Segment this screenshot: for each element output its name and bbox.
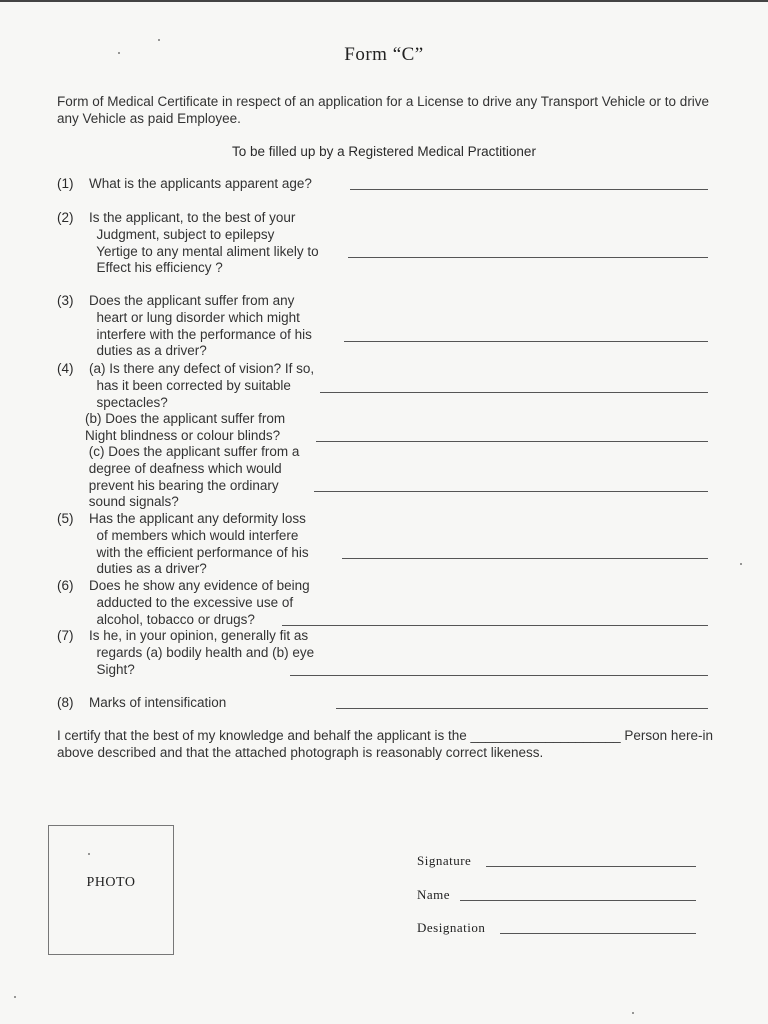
question-text: (b) Does the applicant suffer from Night blindness or colour blinds? (85, 411, 286, 443)
question-number: (7) (57, 628, 74, 643)
form-intro: Form of Medical Certificate in respect of an application for a License to drive any Transport Vehicle or to drive any Vehicle as paid Employee. (57, 94, 710, 126)
question-number: (2) (57, 210, 74, 225)
page-top-edge (0, 0, 768, 2)
question-text: Is he, in your opinion, generally fit as regards (a) bodily health and (b) eye Sight? (89, 628, 315, 677)
answer-line-epilepsy[interactable] (348, 257, 708, 258)
answer-line-vision[interactable] (320, 392, 708, 393)
question-text: Does the applicant suffer from any heart or lung disorder which might interfere with the performance of his duties as a driver? (89, 293, 312, 359)
photo-label: PHOTO (86, 875, 136, 890)
certification-text: I certify that the best of my knowledge and behalf the applicant is the ____________________ Person here-in above described and that the attached photograph is reasonably correct likeness. (57, 728, 713, 760)
answer-line-fitness[interactable] (290, 675, 708, 676)
question-number: (3) (57, 293, 74, 308)
answer-line-addiction[interactable] (282, 625, 708, 626)
scan-speck (118, 52, 120, 54)
form-title: Form “C” (344, 44, 424, 65)
answer-line-deafness[interactable] (314, 491, 708, 492)
question-number: (5) (57, 511, 74, 526)
question-text: Has the applicant any deformity loss of members which would interfere with the efficient performance of his duties as a driver? (89, 511, 309, 577)
designation-label: Designation (417, 920, 486, 935)
name-label: Name (417, 887, 451, 902)
name-line[interactable] (460, 900, 696, 901)
answer-line-age[interactable] (350, 189, 708, 190)
scan-speck (158, 39, 160, 41)
question-number: (6) (57, 578, 74, 593)
scan-speck (88, 853, 90, 855)
scan-speck (14, 996, 16, 998)
scan-speck (632, 1012, 634, 1014)
signature-line[interactable] (486, 866, 696, 867)
question-text: Does he show any evidence of being adducted to the excessive use of alcohol, tobacco or drugs? (89, 578, 310, 627)
question-text: What is the applicants apparent age? (89, 176, 312, 191)
scan-speck (740, 563, 742, 565)
form-subheading: To be filled up by a Registered Medical Practitioner (232, 144, 536, 159)
question-number: (1) (57, 176, 74, 191)
signature-label: Signature (417, 853, 472, 868)
answer-line-marks[interactable] (336, 708, 708, 709)
answer-line-night-blindness[interactable] (316, 441, 708, 442)
designation-line[interactable] (500, 933, 696, 934)
question-text: (c) Does the applicant suffer from a degree of deafness which would prevent his bearing the ordinary sound signals? (88, 444, 300, 510)
question-number: (8) (57, 695, 74, 710)
answer-line-deformity[interactable] (342, 558, 708, 559)
question-text: Is the applicant, to the best of your Judgment, subject to epilepsy Yertige to any mental aliment likely to Effect his efficiency ? (89, 210, 319, 276)
question-number: (4) (57, 361, 74, 376)
question-text: Marks of intensification (89, 695, 227, 710)
answer-line-heart-lung[interactable] (344, 341, 708, 342)
question-text: (a) Is there any defect of vision? If so, has it been corrected by suitable spectacles? (89, 361, 315, 410)
